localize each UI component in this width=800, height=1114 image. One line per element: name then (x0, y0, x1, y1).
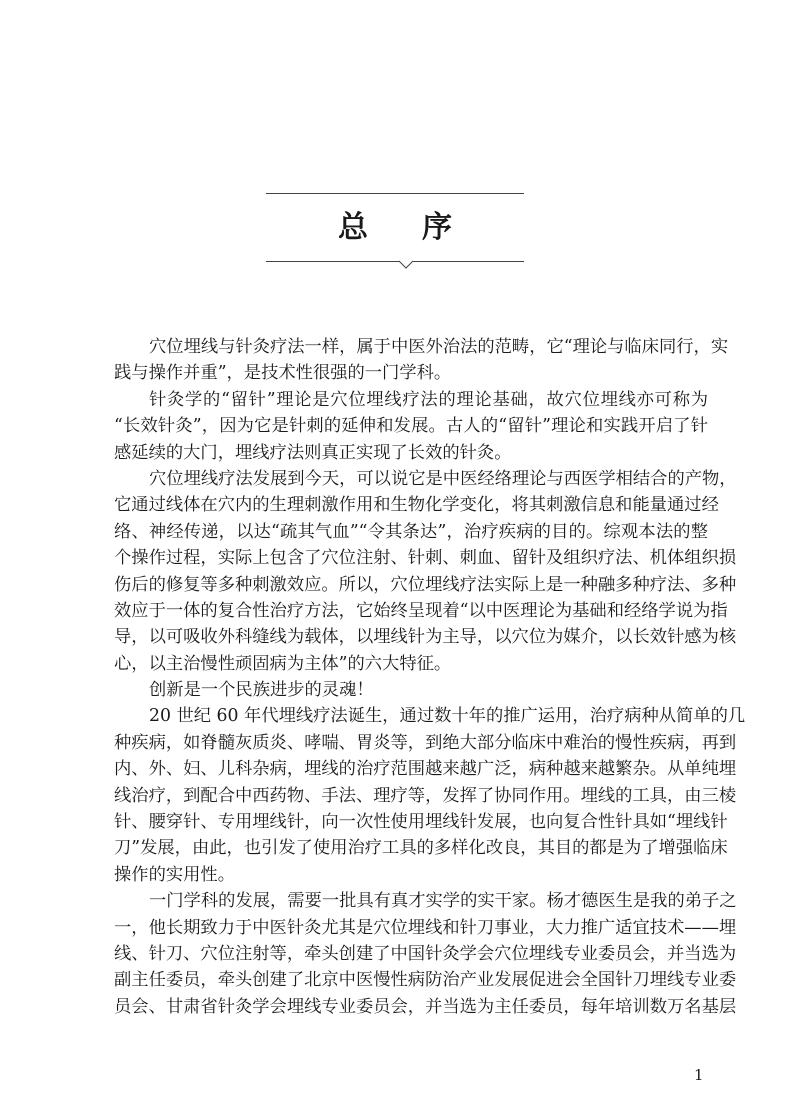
text-line: 针灸学的“留针”理论是穴位埋线疗法的理论基础，故穴位埋线亦可称为 (149, 389, 708, 410)
chevron-down-icon (399, 260, 413, 269)
paragraph (114, 888, 737, 1020)
text-line: 种疾病，如脊髓灰质炎、哮喘、胃炎等，到绝大部分临床中难治的慢性疾病，再到 (114, 732, 737, 753)
text-line: “长效针灸”，因为它是针刺的延伸和发展。古人的“留针”理论和实践开启了针 (114, 416, 708, 437)
page-title: 总序 (338, 210, 506, 245)
text-line: 操作的实用性。 (114, 864, 235, 885)
text-line: 刀”发展，由此，也引发了使用治疗工具的多样化改良，其目的都是为了增强临床 (114, 838, 728, 859)
paragraph (114, 466, 737, 677)
text-line: 络、神经传递，以达“疏其气血”“令其条达”，治疗疾病的目的。综观本法的整 (114, 521, 708, 542)
text-line: 穴位埋线疗法发展到今天，可以说它是中医经络理论与西医学相结合的产物， (149, 468, 737, 489)
title-top-rule (266, 193, 524, 194)
text-line: 员会、甘肃省针灸学会埋线专业委员会，并当选为主任委员，每年培训数万名基层 (114, 996, 737, 1017)
paragraph (114, 703, 746, 888)
text-line: 穴位埋线与针灸疗法一样，属于中医外治法的范畴，它“理论与临床同行，实 (149, 337, 729, 357)
text-line: 20 世纪 60 年代埋线疗法诞生，通过数十年的推广运用，治疗病种从简单的几 (149, 706, 746, 727)
text-line: 创新是一个民族进步的灵魂！ (149, 680, 374, 701)
page-number: 1 (694, 1066, 704, 1084)
text-line: 伤后的修复等多种刺激效应。所以，穴位埋线疗法实际上是一种融多种疗法、多种 (114, 574, 737, 595)
text-line: 一，他长期致力于中医针灸尤其是穴位埋线和针刀事业，大力推广适宜技术——埋 (114, 917, 737, 938)
text-line: 践与操作并重”，是技术性很强的一门学科。 (114, 363, 452, 384)
text-line: 线、针刀、穴位注射等，牵头创建了中国针灸学会穴位埋线专业委员会，并当选为 (114, 943, 737, 964)
text-line: 线治疗，到配合中西药物、手法、理疗等，发挥了协同作用。埋线的工具，由三棱 (114, 785, 737, 806)
text-line: 它通过线体在穴内的生理刺激作用和生物化学变化，将其刺激信息和能量通过经 (114, 495, 719, 516)
text-line: 副主任委员，牵头创建了北京中医慢性病防治产业发展促进会全国针刀埋线专业委 (114, 970, 737, 991)
paragraph (114, 387, 708, 466)
preface-body (114, 334, 746, 1020)
text-line: 感延续的大门，埋线疗法则真正实现了长效的针灸。 (114, 442, 512, 463)
paragraph (114, 334, 729, 387)
text-line: 内、外、妇、儿科杂病，埋线的治疗范围越来越广泛，病种越来越繁杂。从单纯埋 (114, 759, 737, 780)
text-line: 效应于一体的复合性治疗方法，它始终呈现着“以中医理论为基础和经络学说为指 (114, 600, 728, 621)
title-bottom-rule (266, 261, 524, 262)
text-line: 个操作过程，实际上包含了穴位注射、针刺、刺血、留针及组织疗法、机体组织损 (114, 548, 737, 569)
text-line: 心，以主治慢性顽固病为主体”的六大特征。 (114, 653, 452, 674)
text-line: 针、腰穿针、专用埋线针，向一次性使用埋线针发展，也向复合性针具如“埋线针 (114, 812, 728, 833)
text-line: 导，以可吸收外科缝线为载体，以埋线针为主导，以穴位为媒介，以长效针感为核 (114, 627, 737, 648)
paragraph (114, 677, 708, 703)
text-line: 一门学科的发展，需要一批具有真才实学的实干家。杨才德医生是我的弟子之 (149, 891, 737, 912)
